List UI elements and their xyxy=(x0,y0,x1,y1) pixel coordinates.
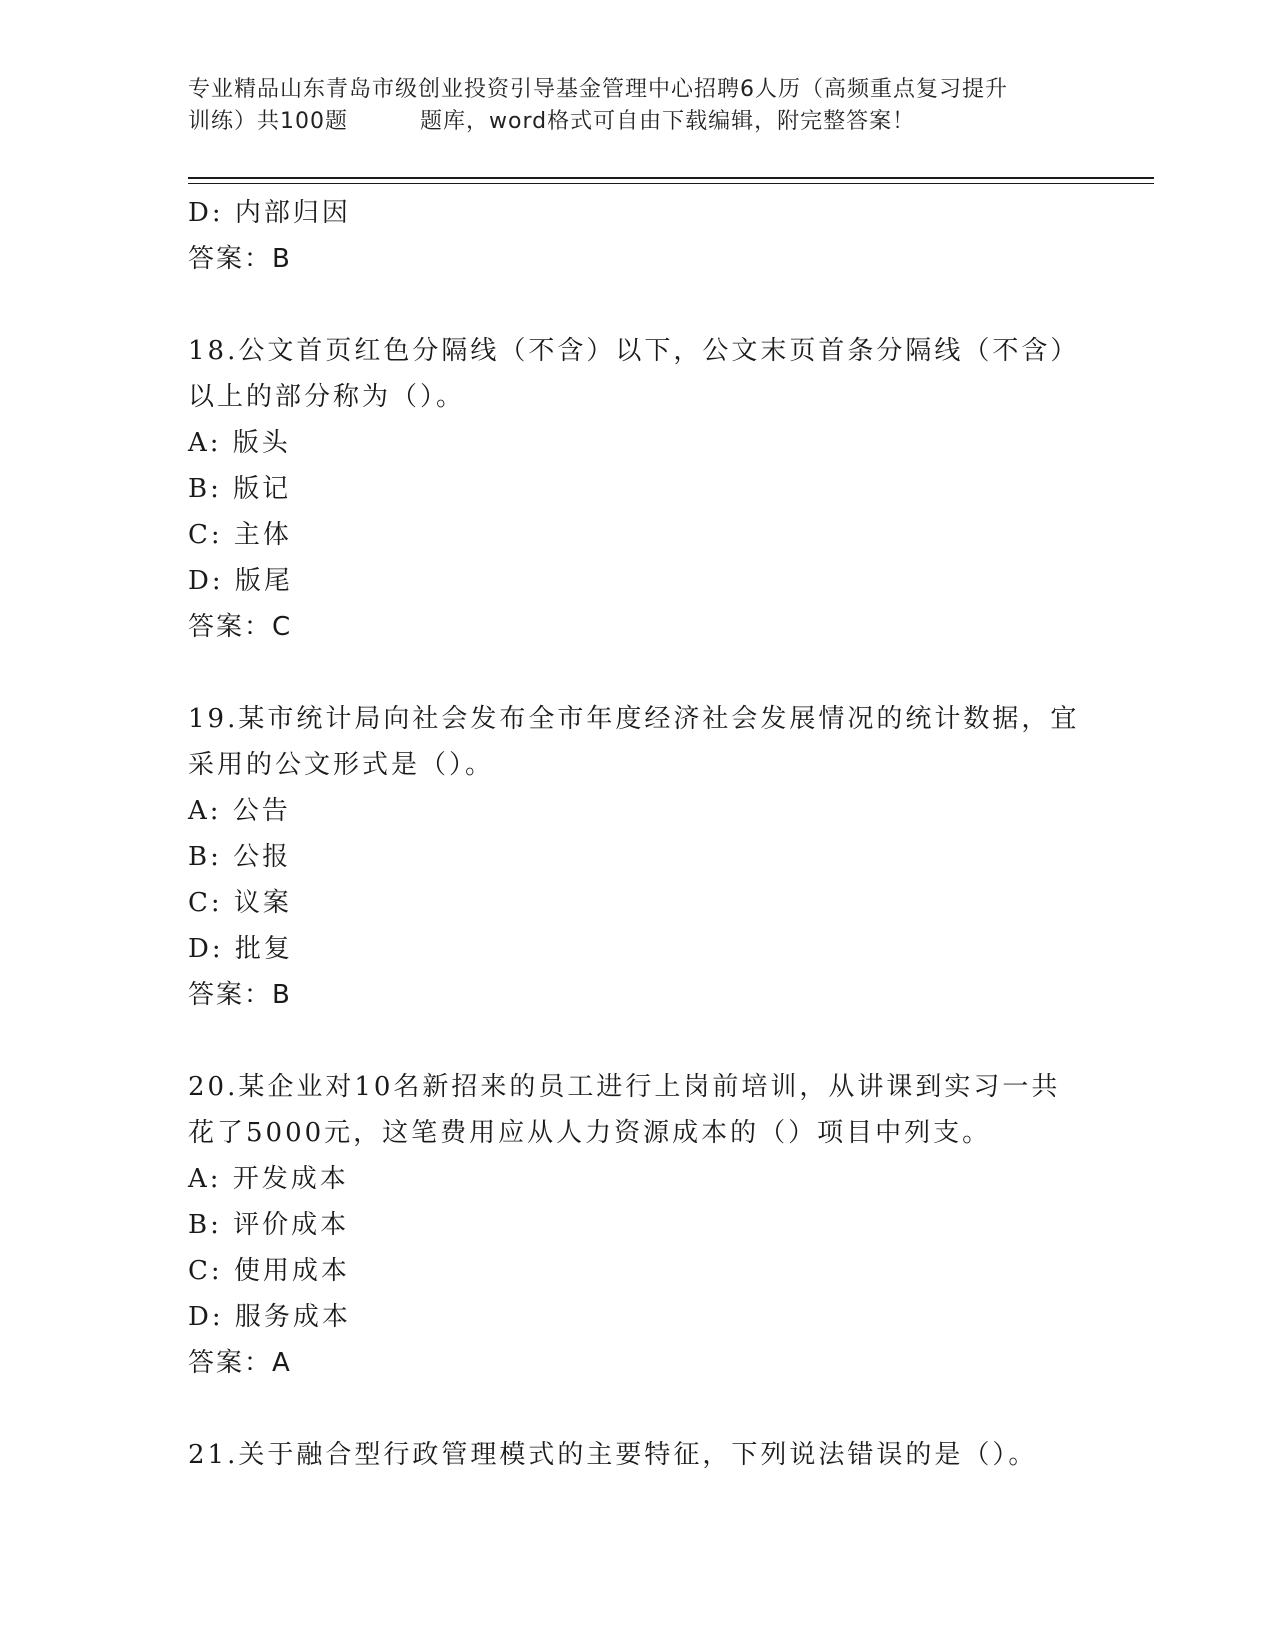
question-text: 20.某企业对10名新招来的员工进行上岗前培训，从讲课到实习一共 xyxy=(188,1072,1061,1102)
question-text: 21.关于融合型行政管理模式的主要特征，下列说法错误的是（）。 xyxy=(188,1440,1038,1470)
page-header xyxy=(188,74,1088,138)
question-20 xyxy=(188,1064,1088,1386)
option-c: C: 议案 xyxy=(188,888,292,918)
option-c: C: 使用成本 xyxy=(188,1256,350,1286)
option-b: B: 评价成本 xyxy=(188,1210,350,1240)
option-d: D: 服务成本 xyxy=(188,1302,351,1332)
question-text: 采用的公文形式是（）。 xyxy=(188,750,495,780)
header-title-line-2 xyxy=(188,106,1088,138)
question-text: 以上的部分称为（）。 xyxy=(188,382,466,412)
spacer xyxy=(188,1018,1088,1064)
option-d: D: 批复 xyxy=(188,934,293,964)
answer: 答案：C xyxy=(188,612,293,642)
question-18 xyxy=(188,328,1088,650)
option-a: A: 版头 xyxy=(188,428,291,458)
question-21 xyxy=(188,1432,1088,1478)
answer: 答案：A xyxy=(188,1348,292,1378)
answer: 答案：B xyxy=(188,244,292,274)
option-d: D: 版尾 xyxy=(188,566,293,596)
answer: 答案：B xyxy=(188,980,292,1010)
question-text: 花了5000元，这笔费用应从人力资源成本的（）项目中列支。 xyxy=(188,1118,992,1148)
question-text: 19.某市统计局向社会发布全市年度经济社会发展情况的统计数据，宜 xyxy=(188,704,1080,734)
option-a: A: 开发成本 xyxy=(188,1164,349,1194)
header-rule-thin xyxy=(188,183,1154,184)
question-19 xyxy=(188,696,1088,1018)
question-list xyxy=(188,190,1088,1478)
spacer xyxy=(188,1386,1088,1432)
option-a: A: 公告 xyxy=(188,796,291,826)
header-rule-thick xyxy=(188,177,1154,179)
option-b: B: 公报 xyxy=(188,842,292,872)
question-text: 18.公文首页红色分隔线（不含）以下，公文末页首条分隔线（不含） xyxy=(188,336,1080,366)
header-title-line-1: 专业精品山东青岛市级创业投资引导基金管理中心招聘6人历（高频重点复习提升 xyxy=(188,77,1008,102)
option-c: C: 主体 xyxy=(188,520,292,550)
header-title-line-2-left: 训练）共100题 xyxy=(188,109,348,134)
option-b: B: 版记 xyxy=(188,474,292,504)
option-d: D: 内部归因 xyxy=(188,198,351,228)
spacer xyxy=(188,282,1088,328)
spacer xyxy=(188,650,1088,696)
header-title-line-2-right: 题库，word格式可自由下载编辑，附完整答案！ xyxy=(420,109,916,134)
